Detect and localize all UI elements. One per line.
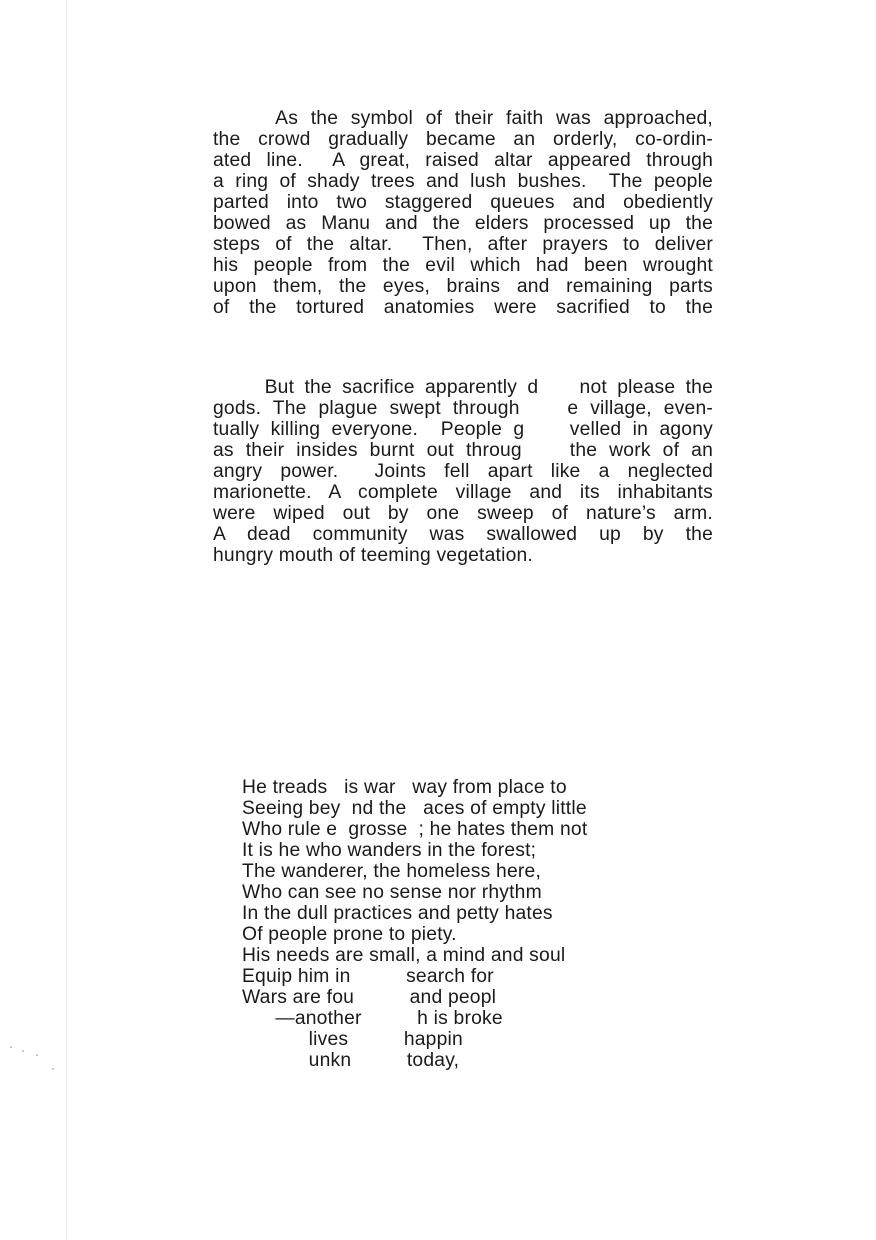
- poem-line: His needs are small, a mind and soul: [242, 945, 566, 966]
- scan-specks: [8, 1040, 58, 1080]
- poem-line: Of people prone to piety.: [242, 924, 457, 945]
- paragraph-line: of the tortured anatomies were sacrified to the: [213, 297, 713, 318]
- page-edge-line: [66, 0, 67, 1240]
- paragraph-line: As the symbol of their faith was approached,: [213, 108, 713, 129]
- paragraph-line: tually killing everyone. People g velled in agony: [213, 419, 713, 440]
- poem-line: He treads is war way from place to: [242, 777, 567, 798]
- paragraph-line: his people from the evil which had been wrought: [213, 255, 713, 276]
- poem-line: Wars are fou and peopl: [242, 987, 497, 1008]
- poem-line: unkn today,: [242, 1050, 460, 1071]
- paragraph-line: the crowd gradually became an orderly, co-ordin-: [213, 129, 713, 150]
- poem-line: Who can see no sense nor rhythm: [242, 882, 542, 903]
- paragraph-line: a ring of shady trees and lush bushes. The people: [213, 171, 713, 192]
- poem-line: lives happin: [242, 1029, 463, 1050]
- paragraph-line: bowed as Manu and the elders processed up the: [213, 213, 713, 234]
- paragraph-line: hungry mouth of teeming vegetation.: [213, 545, 533, 566]
- paragraph-line: ated line. A great, raised altar appeared through: [213, 150, 713, 171]
- poem-line: Who rule e grosse ; he hates them not: [242, 819, 588, 840]
- paragraph-line: But the sacrifice apparently d not please the: [213, 377, 713, 398]
- paragraph-line: were wiped out by one sweep of nature’s arm.: [213, 503, 713, 524]
- poem-line: —another h is broke: [242, 1008, 503, 1029]
- paragraph-line: upon them, the eyes, brains and remaining parts: [213, 276, 713, 297]
- paragraph-line: marionette. A complete village and its inhabitants: [213, 482, 713, 503]
- paragraph-line: as their insides burnt out throug the work of an: [213, 440, 713, 461]
- paragraph-2: [213, 377, 713, 566]
- paragraph-line: parted into two staggered queues and obediently: [213, 192, 713, 213]
- poem-line: It is he who wanders in the forest;: [242, 840, 537, 861]
- poem-line: In the dull practices and petty hates: [242, 903, 553, 924]
- poem-line: The wanderer, the homeless here,: [242, 861, 541, 882]
- paragraph-1: [213, 108, 713, 318]
- poem: [242, 777, 662, 1071]
- poem-line: Equip him in search for: [242, 966, 494, 987]
- paragraph-line: A dead community was swallowed up by the: [213, 524, 713, 545]
- paragraph-line: gods. The plague swept through e village, even-: [213, 398, 713, 419]
- poem-line: Seeing bey nd the aces of empty little: [242, 798, 587, 819]
- paragraph-line: angry power. Joints fell apart like a neglected: [213, 461, 713, 482]
- paragraph-line: steps of the altar. Then, after prayers to deliver: [213, 234, 713, 255]
